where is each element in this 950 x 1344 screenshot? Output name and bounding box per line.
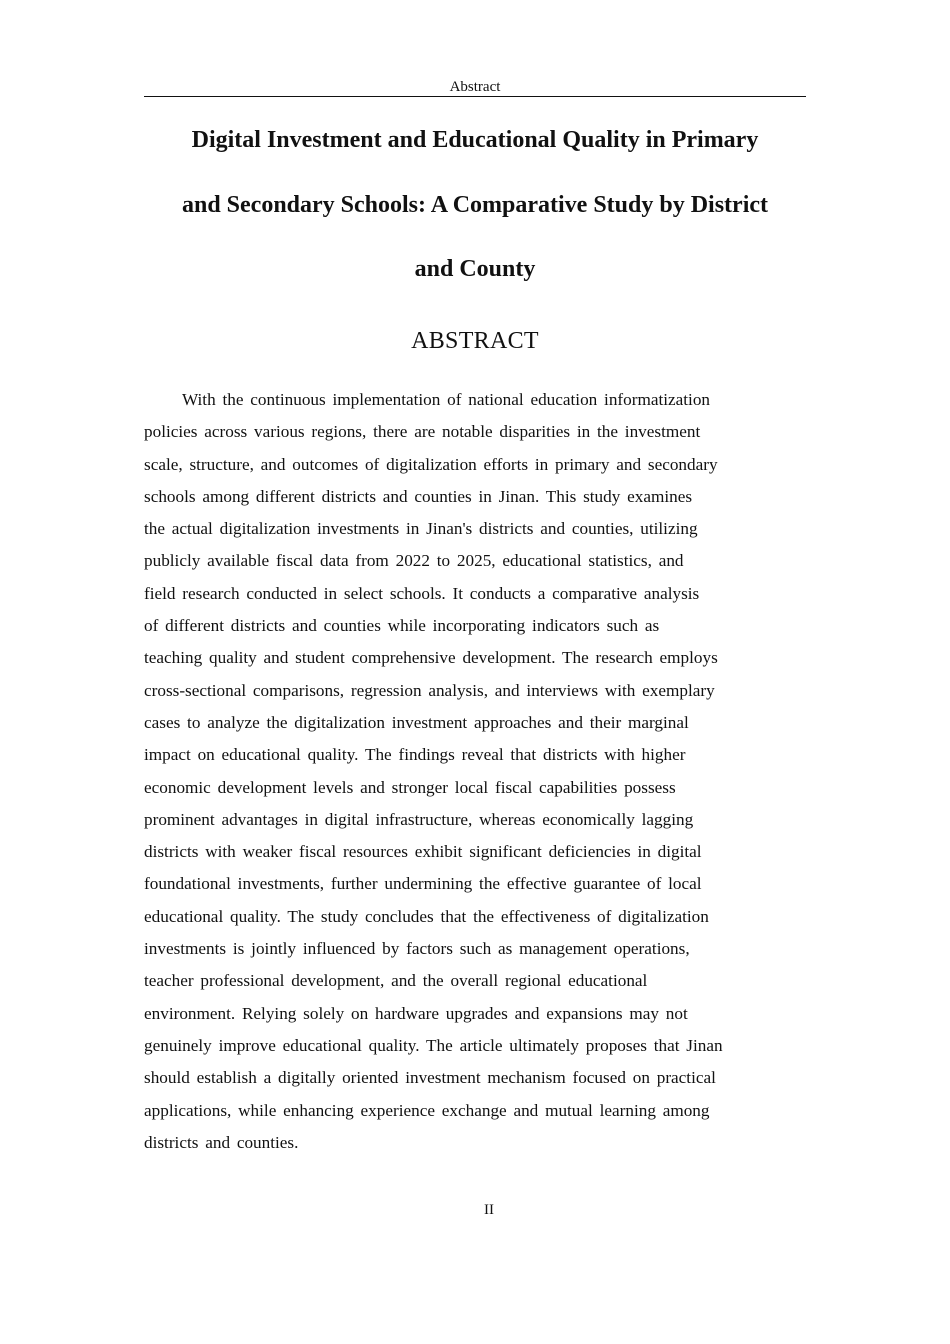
paragraph-line: districts with weaker fiscal resources exhibit significant deficiencies in digital — [144, 842, 702, 862]
paragraph-line: With the continuous implementation of national education informatization — [182, 390, 711, 409]
paragraph-line: investments is jointly influenced by factors such as management operations, — [144, 939, 690, 959]
paragraph-line: schools among different districts and counties in Jinan. This study examines — [144, 486, 693, 506]
title-line: and County — [414, 256, 536, 282]
paragraph-line: cross-sectional comparisons, regression analysis, and interviews with exemplary — [144, 680, 715, 700]
paragraph-line: should establish a digitally oriented investment mechanism focused on practical — [144, 1068, 716, 1088]
thesis-title — [144, 108, 806, 302]
paragraph-line: impact on educational quality. The findings reveal that districts with higher — [144, 745, 686, 765]
abstract-paragraph — [144, 384, 809, 1159]
paragraph-line: of different districts and counties while incorporating indicators such as — [144, 616, 660, 636]
paragraph-line: the actual digitalization investments in Jinan's districts and counties, utilizing — [144, 519, 698, 539]
paragraph-line: foundational investments, further undermining the effective guarantee of local — [144, 874, 702, 894]
page-number: II — [484, 1202, 494, 1218]
paragraph-line: teaching quality and student comprehensive development. The research employs — [144, 648, 718, 668]
paragraph-line: genuinely improve educational quality. The article ultimately proposes that Jinan — [144, 1035, 723, 1055]
title-line: Digital Investment and Educational Quality in Primary — [191, 127, 759, 153]
paragraph-line: cases to analyze the digitalization investment approaches and their marginal — [144, 712, 689, 732]
paragraph-line: educational quality. The study concludes that the effectiveness of digitalization — [144, 906, 709, 926]
paragraph-line: districts and counties. — [144, 1132, 299, 1152]
paragraph-line: applications, while enhancing experience exchange and mutual learning among — [144, 1100, 710, 1120]
paragraph-line: publicly available fiscal data from 2022 to 2025, educational statistics, and — [144, 551, 684, 571]
paragraph-line: economic development levels and stronger local fiscal capabilities possess — [144, 777, 676, 797]
paragraph-line: environment. Relying solely on hardware upgrades and expansions may not — [144, 1003, 688, 1023]
paragraph-line: field research conducted in select schools. It conducts a comparative analysis — [144, 583, 700, 603]
paragraph-line: scale, structure, and outcomes of digitalization efforts in primary and secondary — [144, 454, 718, 474]
paragraph-line: teacher professional development, and the overall regional educational — [144, 971, 648, 991]
running-header: Abstract — [449, 79, 501, 95]
paragraph-line: prominent advantages in digital infrastructure, whereas economically lagging — [144, 809, 694, 829]
title-line: and Secondary Schools: A Comparative Study by District — [181, 191, 769, 218]
abstract-heading: ABSTRACT — [411, 328, 539, 354]
header-divider — [144, 96, 806, 97]
paragraph-line: policies across various regions, there are notable disparities in the investment — [144, 422, 701, 442]
